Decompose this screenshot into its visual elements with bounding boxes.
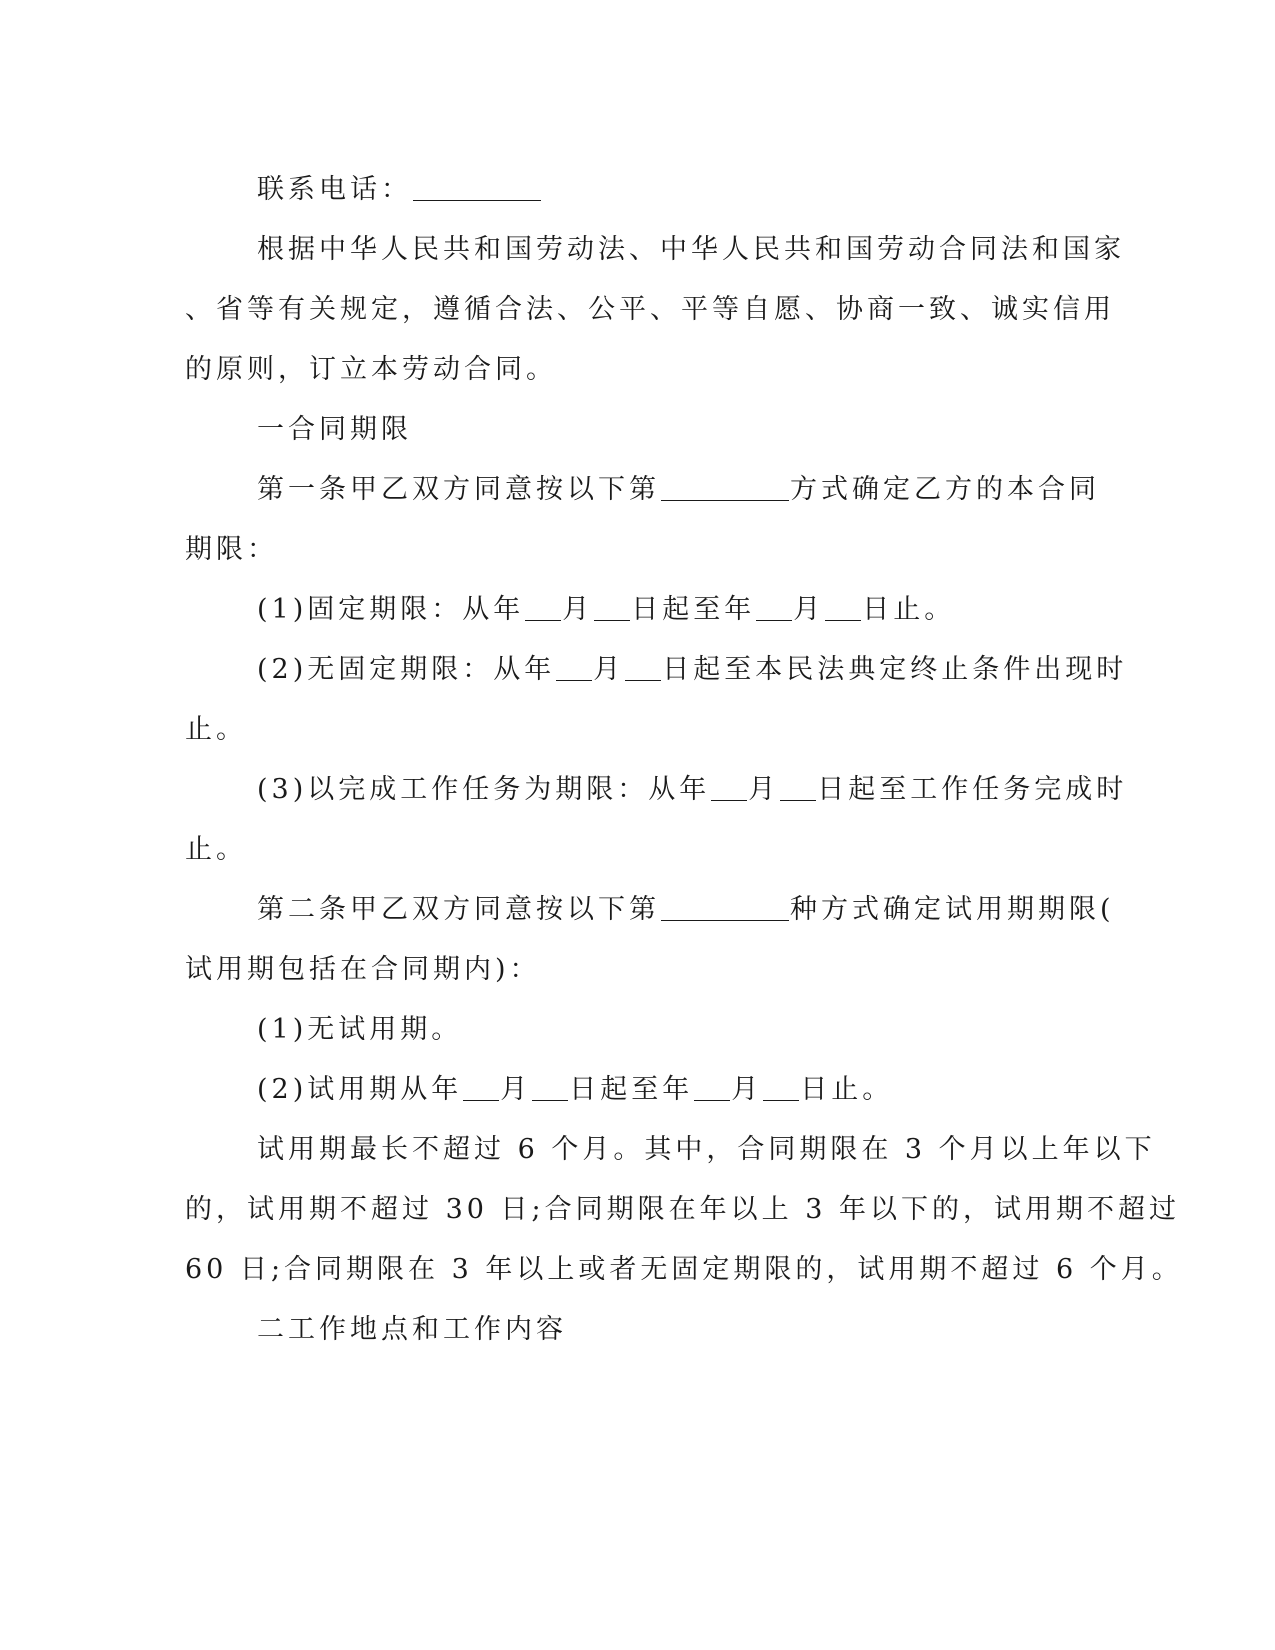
text-line [185,640,1128,700]
text-line [185,1120,1156,1180]
text-segment: 月 [748,774,780,805]
text-line [185,460,1100,520]
fill-in-blank [825,596,861,621]
text-segment: 日起至年 [569,1074,694,1105]
text-segment: 日起至工作任务完成时 [817,774,1128,805]
text-line [185,1300,1045,1360]
text-line [185,280,1115,340]
fill-in-blank [413,176,541,201]
fill-in-blank [463,1076,499,1101]
text-line [185,820,1045,880]
text-line [185,700,1045,760]
text-segment: 试用期最长不超过 6 个月。其中，合同期限在 3 个月以上年以下 [257,1134,1156,1165]
text-line [185,520,1045,580]
text-segment: (2)无固定期限：从年 [257,654,556,685]
fill-in-blank [711,776,747,801]
fill-in-blank [756,596,792,621]
text-line [185,340,1045,400]
text-line [185,760,1128,820]
text-segment: 的，试用期不超过 30 日;合同期限在年以上 3 年以下的，试用期不超过 [185,1194,1180,1225]
text-line [185,220,1125,280]
text-segment: 月 [562,594,594,625]
text-segment: 、省等有关规定，遵循合法、公平、平等自愿、协商一致、诚实信用 [185,294,1115,325]
text-segment: (1)无试用期。 [257,1014,463,1045]
text-line [185,160,1045,220]
contract-body [185,160,1183,1360]
fill-in-blank [661,896,789,921]
text-segment: 月 [793,594,825,625]
text-segment: 第一条甲乙双方同意按以下第 [257,474,660,505]
fill-in-blank [780,776,816,801]
text-segment: 的原则，订立本劳动合同。 [185,354,557,385]
text-segment: 月 [731,1074,763,1105]
text-segment: 月 [593,654,625,685]
text-segment: 日止。 [862,594,956,625]
text-line [185,940,1045,1000]
text-segment: (2)试用期从年 [257,1074,463,1105]
text-segment: 根据中华人民共和国劳动法、中华人民共和国劳动合同法和国家 [257,234,1125,265]
text-line [185,400,1045,460]
text-segment: 联系电话： [257,174,412,205]
text-segment: 期限： [185,534,278,565]
fill-in-blank [661,476,789,501]
text-segment: 日止。 [800,1074,894,1105]
text-segment: 二工作地点和工作内容 [257,1314,567,1345]
text-line [185,880,1115,940]
fill-in-blank [532,1076,568,1101]
text-segment: 止。 [185,834,247,865]
text-line [185,1000,1045,1060]
fill-in-blank [525,596,561,621]
text-segment: 第二条甲乙双方同意按以下第 [257,894,660,925]
text-segment: 日起至年 [631,594,756,625]
fill-in-blank [556,656,592,681]
fill-in-blank [694,1076,730,1101]
text-segment: 日起至本民法典定终止条件出现时 [662,654,1128,685]
text-segment: 一合同期限 [257,414,412,445]
text-line [185,1240,1183,1300]
text-segment: 种方式确定试用期期限( [790,894,1115,925]
text-segment: 月 [500,1074,532,1105]
fill-in-blank [625,656,661,681]
text-segment: 试用期包括在合同期内)： [185,954,541,985]
text-segment: (3)以完成工作任务为期限：从年 [257,774,711,805]
text-line [185,1060,1045,1120]
text-segment: (1)固定期限：从年 [257,594,525,625]
text-segment: 止。 [185,714,247,745]
text-segment: 60 日;合同期限在 3 年以上或者无固定期限的，试用期不超过 6 个月。 [185,1254,1183,1285]
text-segment: 方式确定乙方的本合同 [790,474,1100,505]
text-line [185,1180,1180,1240]
text-line [185,580,1045,640]
fill-in-blank [763,1076,799,1101]
fill-in-blank [594,596,630,621]
